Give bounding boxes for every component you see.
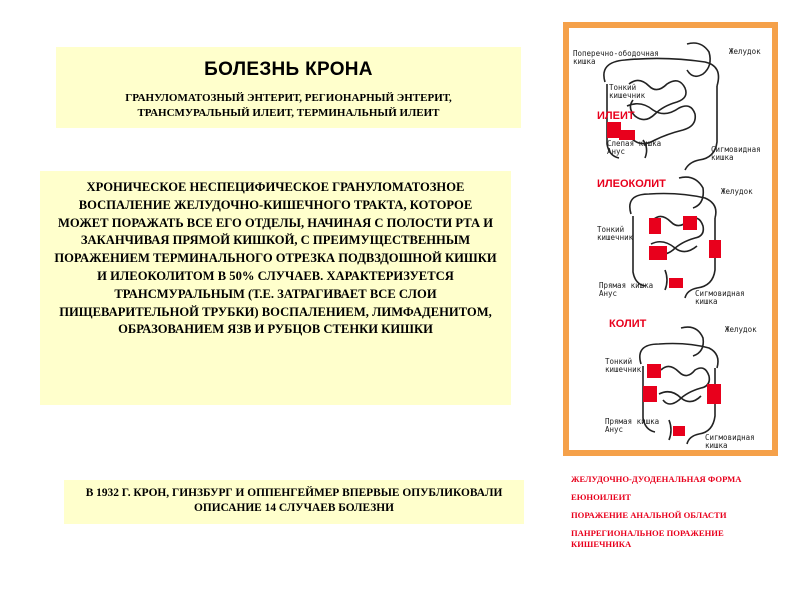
anatomy-label-small-intestine: Тонкий кишечник xyxy=(605,357,642,374)
title-box xyxy=(56,47,521,128)
anatomy-label-stomach: Желудок xyxy=(721,187,753,196)
definition-box xyxy=(40,171,511,405)
panel-label-ileocolitis: ИЛЕОКОЛИТ xyxy=(597,178,666,190)
anatomy-label-sigmoid: Сигмовидная кишка xyxy=(705,433,755,450)
anatomy-label-stomach: Желудок xyxy=(725,325,757,334)
anatomy-label-sigmoid: Сигмовидная кишка xyxy=(695,289,745,306)
definition-text: ХРОНИЧЕСКОЕ НЕСПЕЦИФИЧЕСКОЕ ГРАНУЛОМАТОЗНОЕ ВОСПАЛЕНИЕ ЖЕЛУДОЧНО-КИШЕЧНОГО ТРАКТА, КОТОРОЕ МОЖЕТ ПОРАЖАТЬ ВСЕ ЕГО ОТДЕЛЫ, НАЧИНАЯ С ПОЛОСТИ РТА И ЗАКАНЧИВАЯ ПРЯМОЙ КИШКОЙ, С ПРЕИМУЩЕСТВЕННЫМ ПОРАЖЕНИЕМ ТЕРМИНАЛЬНОГО ОТРЕЗКА ПОДВЗДОШНОЙ КИШКИ И ИЛЕОКОЛИТОМ В 50% СЛУЧАЕВ. ХАРАКТЕРИЗУЕТСЯ ТРАНСМУРАЛЬНЫМ (Т.Е. ЗАТРАГИВАЕТ ВСЕ СЛОИ ПИЩЕВАРИТЕЛЬНОЙ ТРУБКИ) ВОСПАЛЕНИЕМ, ЛИМФАДЕНИТОМ, ОБРАЗОВАНИЕМ ЯЗВ И РУБЦОВ СТЕНКИ КИШКИ xyxy=(54,180,497,337)
anatomy-label-transverse: Поперечно-ободочная кишка xyxy=(573,49,659,66)
anatomy-label-rectum: Прямая кишка Анус xyxy=(599,281,654,298)
history-box xyxy=(64,480,524,524)
panel-ileitis xyxy=(569,34,772,174)
panel-label-colitis: КОЛИТ xyxy=(609,318,647,330)
panel-label-ileitis: ИЛЕИТ xyxy=(597,110,635,122)
panel-ileocolitis xyxy=(569,174,772,314)
anatomy-label-stomach: Желудок xyxy=(729,47,761,56)
anatomy-label-blind: Слепая кишка Анус xyxy=(607,139,662,156)
disease-forms-list xyxy=(571,474,771,557)
anatomy-label-small-intestine: Тонкий кишечник xyxy=(609,83,646,100)
synonyms-text: ГРАНУЛОМАТОЗНЫЙ ЭНТЕРИТ, РЕГИОНАРНЫЙ ЭНТЕРИТ, ТРАНСМУРАЛЬНЫЙ ИЛЕИТ, ТЕРМИНАЛЬНЫЙ ИЛЕИТ xyxy=(125,92,452,119)
form-item: ЕЮНОИЛЕИТ xyxy=(571,492,632,502)
form-item: ЖЕЛУДОЧНО-ДУОДЕНАЛЬНАЯ ФОРМА xyxy=(571,474,742,484)
anatomy-label-small-intestine: Тонкий кишечник xyxy=(597,225,634,242)
page-title: БОЛЕЗНЬ КРОНА xyxy=(204,59,373,80)
anatomy-figure xyxy=(563,22,778,456)
history-text: В 1932 Г. КРОН, ГИНЗБУРГ И ОППЕНГЕЙМЕР ВПЕРВЫЕ ОПУБЛИКОВАЛИ ОПИСАНИЕ 14 СЛУЧАЕВ БОЛЕЗНИ xyxy=(85,487,503,514)
form-item: ПАНРЕГИОНАЛЬНОЕ ПОРАЖЕНИЕ КИШЕЧНИКА xyxy=(571,528,724,549)
anatomy-label-sigmoid: Сигмовидная кишка xyxy=(711,145,761,162)
panel-colitis xyxy=(569,314,772,454)
anatomy-label-rectum: Прямая кишка Анус xyxy=(605,417,660,434)
form-item: ПОРАЖЕНИЕ АНАЛЬНОЙ ОБЛАСТИ xyxy=(571,510,727,520)
